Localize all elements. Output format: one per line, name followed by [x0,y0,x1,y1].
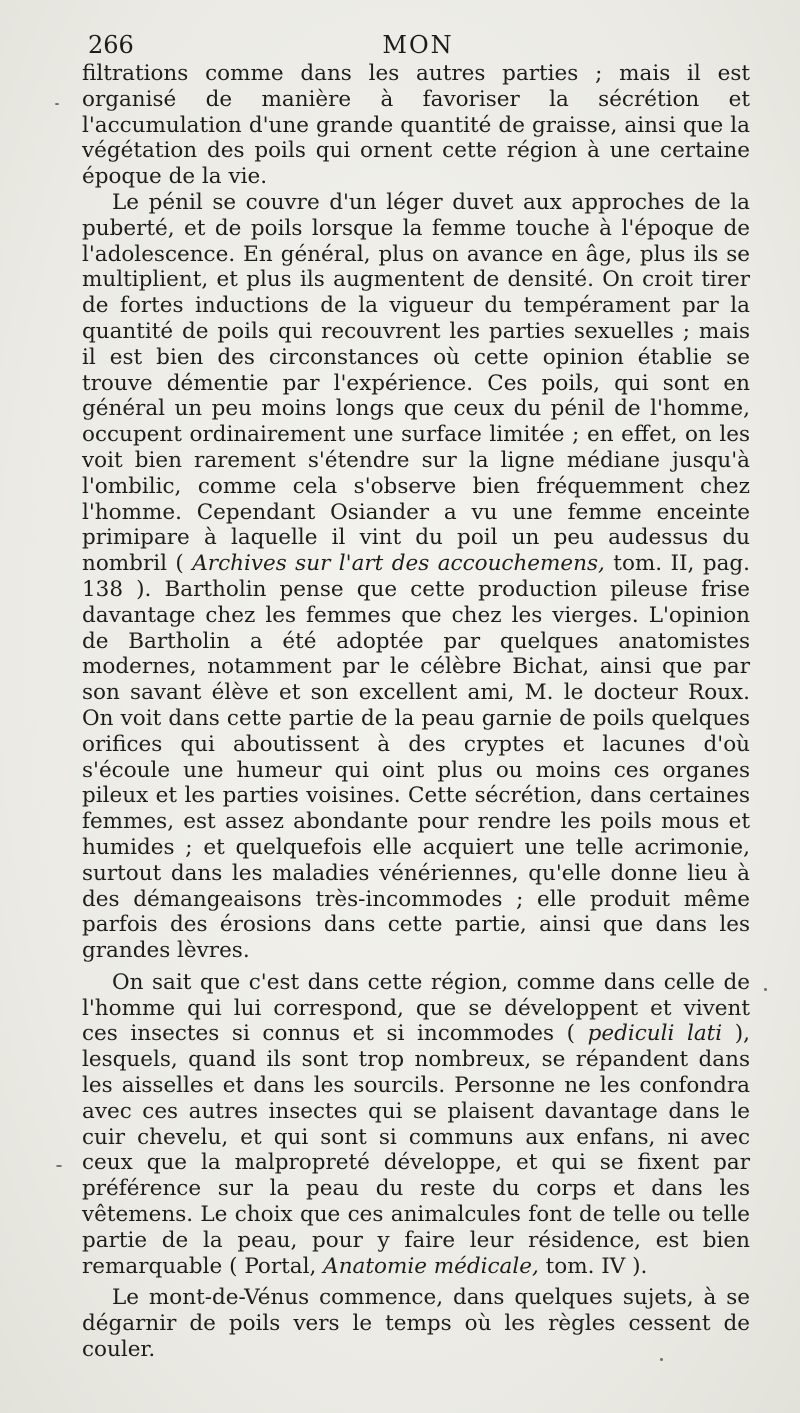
paragraph-mont-de-venus [82,1285,750,1362]
body-text [82,61,750,1363]
paragraph-text: Le mont-de-Vénus commence, dans quelques sujets, à se dégarnir de poils vers le temps où les règles cessent de couler. [82,1285,750,1363]
paragraph-text: filtrations comme dans les autres parties ; mais il est organisé de manière à favoriser la sécrétion et l'accumulation d'une grande quantité de graisse, ainsi que la végétation des poils qui ornent cette région à une certaine époque de la vie. [82,61,750,190]
ink-speck [660,1358,663,1361]
citation-title: Archives sur l'art des accouchemens, [192,551,605,577]
latin-term: pediculi lati [587,1021,723,1047]
paragraph-penil [82,190,750,964]
paragraph-text: On sait que c'est dans cette région, comme dans celle de l'homme qui lui correspond, que se développent et vivent ces insectes si connus et si incommodes ( [82,969,750,1047]
paragraph-text: tom. IV ). [538,1253,648,1279]
paragraph-text: Le pénil se couvre d'un léger duvet aux approches de la puberté, et de poils lorsque la femme touche à l'époque de l'adolescence. En général, plus on avance en âge, plus ils se multiplient, et plus ils augmentent de densité. On croit tirer de fortes inductions de la vigueur du tempérament par la quantité de poils qui recouvrent les parties sexuelles ; mais il est bien des circonstances où cette opinion établie se trouve démentie par l'expérience. Ces poils, qui sont en général un peu moins longs que ceux du pénil de l'homme, occupent ordinairement une surface limitée ; en effet, on les voit bien rarement s'étendre sur la ligne médiane jusqu'à l'ombilic, comme cela s'observe bien fréquemment chez l'homme. Cependant Osiander a vu une femme enceinte primipare à laquelle il vint du poil un peu audessus du nombril ( [82,189,750,577]
ink-speck [56,1165,62,1167]
paragraph-insects [82,970,750,1280]
page-header [88,30,748,60]
ink-speck [55,103,59,105]
paragraph-text: ), lesquels, quand ils sont trop nombreux, se répandent dans les aisselles et dans les sourcils. Personne ne les confondra avec ces autres insectes qui se plaisent davantage dans le cuir chevelu, et qui sont si communs aux enfans, ni avec ceux que la malpropreté développe, et qui se fixent par préférence sur la peau du reste du corps et dans les vêtemens. Le choix que ces animalcules font de telle ou telle partie de la peau, pour y faire leur résidence, est bien remarquable ( Portal, [82,1021,751,1279]
paragraph-text: tom. II, pag. 138 ). Bartholin pense que cette production pileuse frise davantage chez les femmes que chez les vierges. L'opinion de Bartholin a été adoptée par quelques anatomistes modernes, notamment par le célèbre Bichat, ainsi que par son savant élève et son excellent ami, M. le docteur Roux. On voit dans cette partie de la peau garnie de poils quelques orifices qui aboutissent à des cryptes et lacunes d'où s'écoule une humeur qui oint plus ou moins ces organes pileux et les parties voisines. Cette sécrétion, dans certaines femmes, est assez abondante pour rendre les poils mous et humides ; et quelquefois elle acquiert une telle acrimonie, surtout dans les maladies vénériennes, qu'elle donne lieu à des démangeaisons très-incommodes ; elle produit même parfois des érosions dans cette partie, ainsi que dans les grandes lèvres. [82,551,750,964]
running-head: MON [382,31,454,59]
ink-speck [764,988,767,991]
citation-title: Anatomie médicale, [323,1253,539,1279]
page-number: 266 [88,31,134,59]
paragraph-continuation [82,61,750,190]
